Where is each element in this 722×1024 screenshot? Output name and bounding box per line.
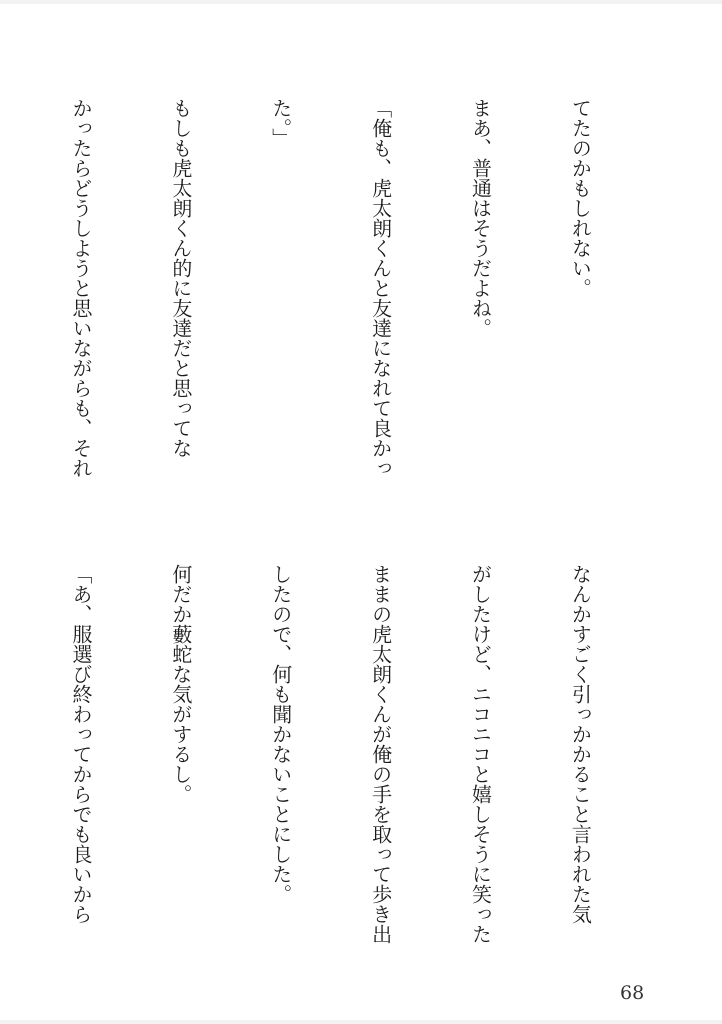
lower-text-block [68, 564, 663, 984]
text-column: 何だか藪蛇な気がするし。 [168, 564, 193, 804]
page-number: 68 [620, 982, 645, 1004]
text-column: もしも虎太朗くん的に友達だと思ってな [168, 98, 193, 458]
book-page [0, 4, 722, 1020]
text-column: なんかすごく引っかかること言われた気 [568, 564, 593, 924]
text-column: 「俺も、虎太朗くんと友達になれて良かっ [368, 98, 393, 478]
text-column: ままの虎太朗くんが俺の手を取って歩き出 [368, 564, 393, 944]
text-column: かったらどうしようと思いながらも、それ [68, 98, 93, 478]
text-column: まあ、普通はそうだよね。 [468, 98, 493, 338]
text-column: てたのかもしれない。 [568, 98, 593, 298]
text-column: た。」 [268, 98, 293, 148]
text-column: がしたけど、ニコニコと嬉しそうに笑った [468, 564, 493, 944]
text-column: したので、何も聞かないことにした。 [268, 564, 293, 904]
upper-text-block [68, 98, 663, 518]
text-column: 「あ、服選び終わってからでも良いから [68, 564, 93, 924]
